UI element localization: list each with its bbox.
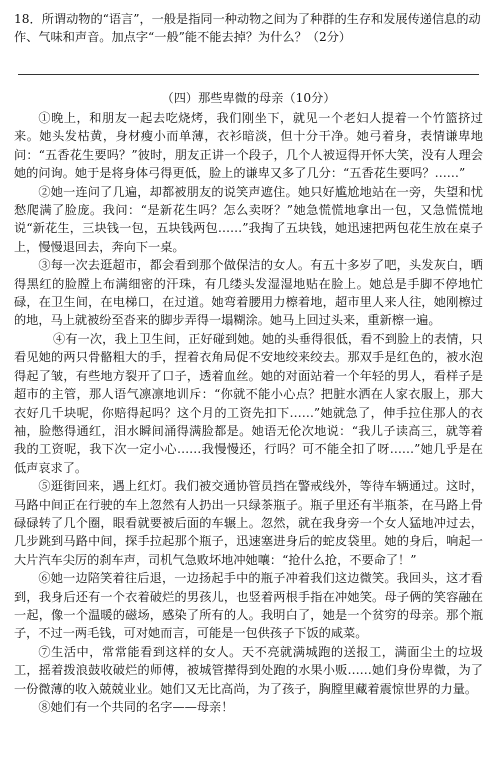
paragraph-5: ⑤逛街回来，遇上红灯。我们被交通协管员挡在警戒线外，等待车辆通过。这时，马路中间正在行驶的车上忽然有人扔出一只绿茶瓶子。瓶子里还有半瓶茶，在马路上骨碌碌转了几个圈，眼看就要被后面的车辗上。忽然，就在我身旁一个女人猛地冲过去，几步跳到马路中间，探手拉起那个瓶子，迅速塞进身后的蛇皮袋里。她的身后，响起一大片汽车尖厉的刹车声，司机气急败坏地冲她嚷：“抢什么抢，不要命了！” <box>14 479 483 567</box>
paragraph-2: ②她一连问了几遍，却都被朋友的说笑声遮住。她只好尴尬地站在一旁，失望和忧愁爬满了脸庞。我问：“是新花生吗？怎么卖呀？”她急慌慌地拿出一包，又急慌慌地说“新花生，三块钱一包，五块钱两包……”我掏了五块钱，她迅速把两包花生放在桌子上，慢慢退回去，奔向下一桌。 <box>14 184 483 254</box>
article-title: （四）那些卑微的母亲（10分） <box>161 91 336 105</box>
paragraph-6: ⑥她一边陪笑着往后退，一边扬起手中的瓶子冲着我们这边微笑。我回头，这才看到，我身后还有一个衣着破烂的男孩儿，也竖着两根手指在冲她笑。母子俩的笑容融在一起，像一个温暖的磁场，感染了所有的人。我明白了，她是一个贫穷的母亲。那个瓶子，不过一两毛钱，可对她而言，可能是一包供孩子下饭的咸菜。 <box>14 571 483 641</box>
paragraph-3: ③每一次去逛超市，都会看到那个做保洁的女人。有五十多岁了吧，头发灰白，晒得黑红的脸膛上布满细密的汗珠，有几缕头发湿湿地贴在脸上。她总是手脚不停地忙碌，在卫生间，在电梯口，在过道。她弯着腰用力檫着地，超市里人来人往，她刚檫过的地，马上就被纷至沓来的脚步弄得一塌糊涂。她马上回过头来，重新檫一遍。 <box>14 258 483 328</box>
paragraph-1: ①晚上，和朋友一起去吃烧烤，我们刚坐下，就见一个老妇人提着一个竹篮挤过来。她头发枯黄，身材瘦小而单薄，衣衫暗淡，但十分干净。她弓着身，表情谦卑地问：“五香花生要吗？”彼时，朋友正讲一个段子，几个人被逗得开怀大笑，没有人理会她的问询。她于是将身体弓得更低，脸上的谦卑又多了几分：“五香花生要吗？……” <box>14 111 483 181</box>
answer-line[interactable] <box>18 74 479 75</box>
paragraph-8: ⑧她们有一个共同的名字——母亲！ <box>38 700 234 714</box>
paragraph-4: ④有一次，我上卫生间，正好碰到她。她的头垂得很低，看不到脸上的表情，只看见她的两只骨骼粗大的手，捏着衣角局促不安地绞来绞去。那双手是红色的，被水泡得起了皱，有些地方裂开了口子，透着血丝。她的对面站着一个年轻的男人，看样子是超市的主管，那人语气凛凛地训斥：“你就不能小心点？把脏水洒在人家衣服上，那大衣好几千块呢，你赔得起吗？这个月的工资先扣下……”她就急了，伸手拉住那人的衣袖，脸憋得通红，泪水瞬间涌得满脸都是。她语无伦次地说：“我儿子读高三，就等着我的工资呢，我下次一定小心……我慢慢还，行吗？可不能全扣了呀……”她几乎是在低声哀求了。 <box>14 331 483 475</box>
paragraph-7: ⑦生活中，常常能看到这样的女人。天不亮就满城跑的送报工，满面尘土的垃圾工，摇着拨浪鼓收破烂的师傅，被城管撵得到处跑的水果小贩……她们身份卑微，为了一份微薄的收入兢兢业业。她们又无比高尚，为了孩子，胸膛里藏着震惊世界的力量。 <box>14 644 483 696</box>
question-18: 18．所谓动物的“语言”，一般是指同一种动物之间为了种群的生存和发展传递信息的动作、气味和声音。加点字“一般”能不能去掉？为什么？（2分） <box>14 12 481 44</box>
